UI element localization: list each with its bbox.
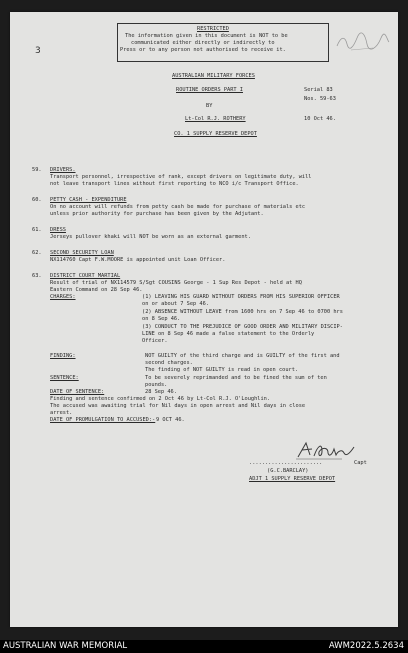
order-text: Transport personnel, irrespective of rank, except drivers on legitimate duty, will <box>50 174 312 180</box>
charge-text: LINE on 8 Sep 46 made a false statement to the Orderly <box>142 331 315 337</box>
order-numbers: Nos. 59-63 <box>304 96 336 102</box>
order-number: 59. <box>32 167 42 173</box>
footer-institution: AUSTRALIAN WAR MEMORIAL <box>3 641 128 651</box>
pencil-annotation <box>333 30 391 54</box>
charges-label: CHARGES: <box>50 294 76 300</box>
issuing-unit: CO. 1 SUPPLY RESERVE DEPOT <box>174 131 257 137</box>
finding-text: second charges. <box>145 360 193 366</box>
order-heading: SECOND SECURITY LOAN <box>50 250 114 256</box>
signatory-position: ADJT 1 SUPPLY RESERVE DEPOT <box>249 476 336 482</box>
order-heading: DRIVERS. <box>50 167 76 173</box>
order-text: On no account will refunds from petty cash be made for purchase of materials etc <box>50 204 306 210</box>
order-text: unless prior authority for purchase has been given by the Adjutant. <box>50 211 264 217</box>
charge-text: (3) CONDUCT TO THE PREJUDICE OF GOOD ORDER AND MILITARY DISCIP- <box>142 324 343 330</box>
promulgation-date: 9 OCT 46. <box>156 417 185 423</box>
serial-number: Serial 83 <box>304 87 333 93</box>
order-heading: PETTY CASH - EXPENDITURE <box>50 197 127 203</box>
finding-label: FINDING: <box>50 353 76 359</box>
finding-text: NOT GUILTY of the third charge and is GUILTY of the first and <box>145 353 340 359</box>
charge-text: on or about 7 Sep 46. <box>142 301 209 307</box>
charge-text: (1) LEAVING HIS GUARD WITHOUT ORDERS FROM HIS SUPERIOR OFFICER <box>142 294 340 300</box>
sentence-text: To be severely reprimanded and to be fined the sum of ten <box>145 375 327 381</box>
restricted-line: communicated either directly or indirectly to <box>131 40 275 46</box>
order-number: 60. <box>32 197 42 203</box>
org-name: AUSTRALIAN MILITARY FORCES <box>172 73 255 79</box>
signature-dotted-line: ....................... <box>249 460 323 466</box>
footer-accession-number: AWM2022.5.2634 <box>328 641 404 651</box>
order-text: Eastern Command on 28 Sep 46. <box>50 287 143 293</box>
restricted-line: Press or to any person not authorised to receive it. <box>120 47 286 53</box>
charge-text: on 8 Sep 46. <box>142 316 181 322</box>
order-text: Jerseys pullover khaki will NOT be worn as an external garment. <box>50 234 251 240</box>
sentence-text: pounds. <box>145 382 168 388</box>
order-text: NX114760 Capt F.W.MOORE is appointed unit Loan Officer. <box>50 257 226 263</box>
page-number: 3 <box>35 46 41 56</box>
order-number: 62. <box>32 250 42 256</box>
promulgation-label: DATE OF PROMULGATION TO ACCUSED:- <box>50 417 156 423</box>
date-of-sentence: 28 Sep 46. <box>145 389 177 395</box>
issuing-officer: Lt-Col R.J. ROTHERY <box>185 116 246 122</box>
date-of-sentence-label: DATE OF SENTENCE: <box>50 389 105 395</box>
charge-text: Officer. <box>142 338 168 344</box>
sentence-label: SENTENCE: <box>50 375 79 381</box>
charge-text: (2) ABSENCE WITHOUT LEAVE from 1600 hrs on 7 Sep 46 to 0700 hrs <box>142 309 343 315</box>
finding-text: The finding of NOT GUILTY is read in open court. <box>145 367 299 373</box>
signatory-rank: Capt <box>354 460 367 466</box>
restricted-heading: RESTRICTED <box>197 26 229 32</box>
confirmation-text: arrest. <box>50 410 73 416</box>
order-number: 61. <box>32 227 42 233</box>
order-heading: DISTRICT COURT MARTIAL <box>50 273 121 279</box>
orders-title: ROUTINE ORDERS PART I <box>176 87 243 93</box>
order-heading: DRESS <box>50 227 66 233</box>
document-page <box>10 12 398 627</box>
order-text: not leave transport lines without first reporting to NCO i/c Transport Office. <box>50 181 299 187</box>
handwritten-signature <box>292 439 362 461</box>
order-text: Result of trial of NX114579 S/Sgt COUSINS George - 1 Sup Res Depot - held at HQ <box>50 280 302 286</box>
order-number: 63. <box>32 273 42 279</box>
confirmation-text: The accused was awaiting trial for Nil days in open arrest and Nil days in close <box>50 403 306 409</box>
restricted-line: The information given in this document is NOT to be <box>125 33 288 39</box>
archive-footer <box>0 640 408 653</box>
by-line: BY <box>206 103 213 109</box>
signatory-name: (G.C.BARCLAY) <box>267 468 309 474</box>
order-date: 10 Oct 46. <box>304 116 336 122</box>
confirmation-text: Finding and sentence confirmed on 2 Oct 46 by Lt-Col R.J. O'Loughlin. <box>50 396 271 402</box>
